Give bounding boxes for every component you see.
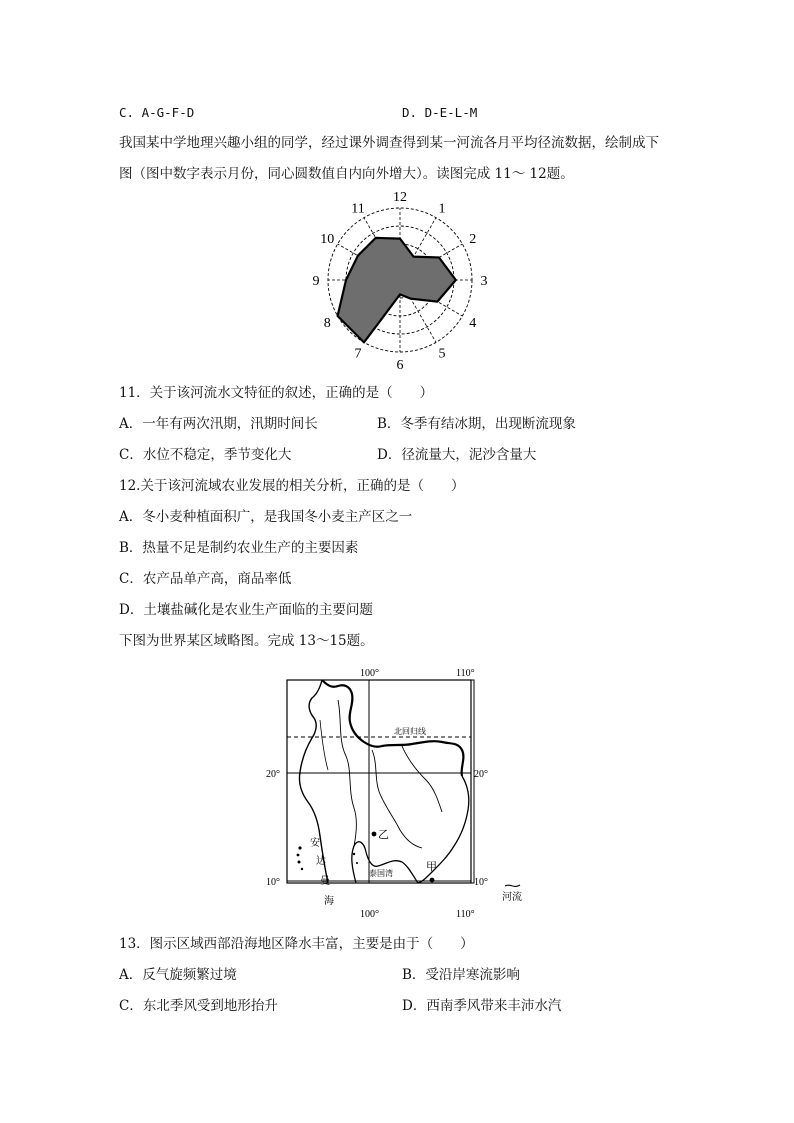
month-label: 9 <box>312 274 320 289</box>
legend-river-label: 河流 <box>502 892 522 903</box>
q13-option-a: A．反气旋频繁过境 <box>119 967 237 983</box>
q13-option-d: D．西南季风带来丰沛水汽 <box>402 998 562 1014</box>
q12-option-c: C．农产品单产高，商品率低 <box>119 571 292 587</box>
month-label: 7 <box>354 346 362 362</box>
month-label: 6 <box>396 358 404 373</box>
q11-option-b: B．冬季有结冰期，出现断流现象 <box>377 416 576 432</box>
lon-110-top: 110° <box>456 668 475 679</box>
runoff-radar-chart <box>300 190 500 373</box>
q13-stem: 13．图示区域西部沿海地区降水丰富，主要是由于（ ） <box>119 936 474 952</box>
q13-option-b: B．受沿岸寒流影响 <box>402 967 520 983</box>
q13-option-c: C．东北季风受到地形抬升 <box>119 998 278 1014</box>
month-label: 8 <box>323 316 331 331</box>
lat-20-left: 20° <box>266 769 280 780</box>
intro-text-line2: 图（图中数字表示月份，同心圆数值自内向外增大）。读图完成 11～ 12题。 <box>119 166 574 182</box>
option-d-prev: D. D-E-L-M <box>402 105 478 120</box>
lon-110-bottom: 110° <box>456 909 475 920</box>
q12-option-d: D．土壤盐碱化是农业生产面临的主要问题 <box>119 602 373 618</box>
month-label: 3 <box>480 274 488 289</box>
region-map <box>262 660 532 922</box>
lon-100-top: 100° <box>360 668 379 679</box>
sea-char-3: 曼 <box>320 876 330 887</box>
q12-stem: 12.关于该河流域农业发展的相关分析，正确的是（ ） <box>119 478 465 494</box>
option-c-prev: C. A-G-F-D <box>119 105 195 120</box>
lon-100-bottom: 100° <box>360 909 379 920</box>
gulf-label: 泰国湾 <box>369 869 393 878</box>
tropic-label: 北回归线 <box>394 727 426 736</box>
q12-option-b: B．热量不足是制约农业生产的主要因素 <box>119 540 359 556</box>
q11-option-d: D．径流量大，泥沙含量大 <box>377 447 537 463</box>
intro-13-15: 下图为世界某区域略图。完成 13～15题。 <box>119 633 374 649</box>
month-label: 5 <box>438 346 446 362</box>
month-label: 12 <box>393 190 407 205</box>
sea-char-1: 安 <box>310 838 320 849</box>
point-jia-label: 甲 <box>426 861 437 873</box>
month-label: 10 <box>320 232 335 247</box>
month-label: 4 <box>469 316 477 331</box>
lat-20-right: 20° <box>474 769 488 780</box>
q11-option-c: C．水位不稳定，季节变化大 <box>119 447 292 463</box>
month-label: 11 <box>351 201 365 217</box>
lat-10-right: 10° <box>474 877 488 888</box>
sea-char-4: 海 <box>324 896 334 907</box>
month-label: 2 <box>469 232 477 247</box>
intro-text-line1: 我国某中学地理兴趣小组的同学，经过课外调查得到某一河流各月平均径流数据，绘制成下 <box>119 135 659 151</box>
q11-option-a: A．一年有两次汛期，汛期时间长 <box>119 416 318 432</box>
q11-stem: 11．关于该河流水文特征的叙述，正确的是（ ） <box>119 385 434 401</box>
sea-char-2: 达 <box>316 856 326 867</box>
point-yi-label: 乙 <box>378 829 389 841</box>
runoff-polygon <box>338 238 456 343</box>
month-label: 1 <box>438 201 446 217</box>
q12-option-a: A．冬小麦种植面积广，是我国冬小麦主产区之一 <box>119 509 413 525</box>
lat-10-left: 10° <box>266 877 280 888</box>
